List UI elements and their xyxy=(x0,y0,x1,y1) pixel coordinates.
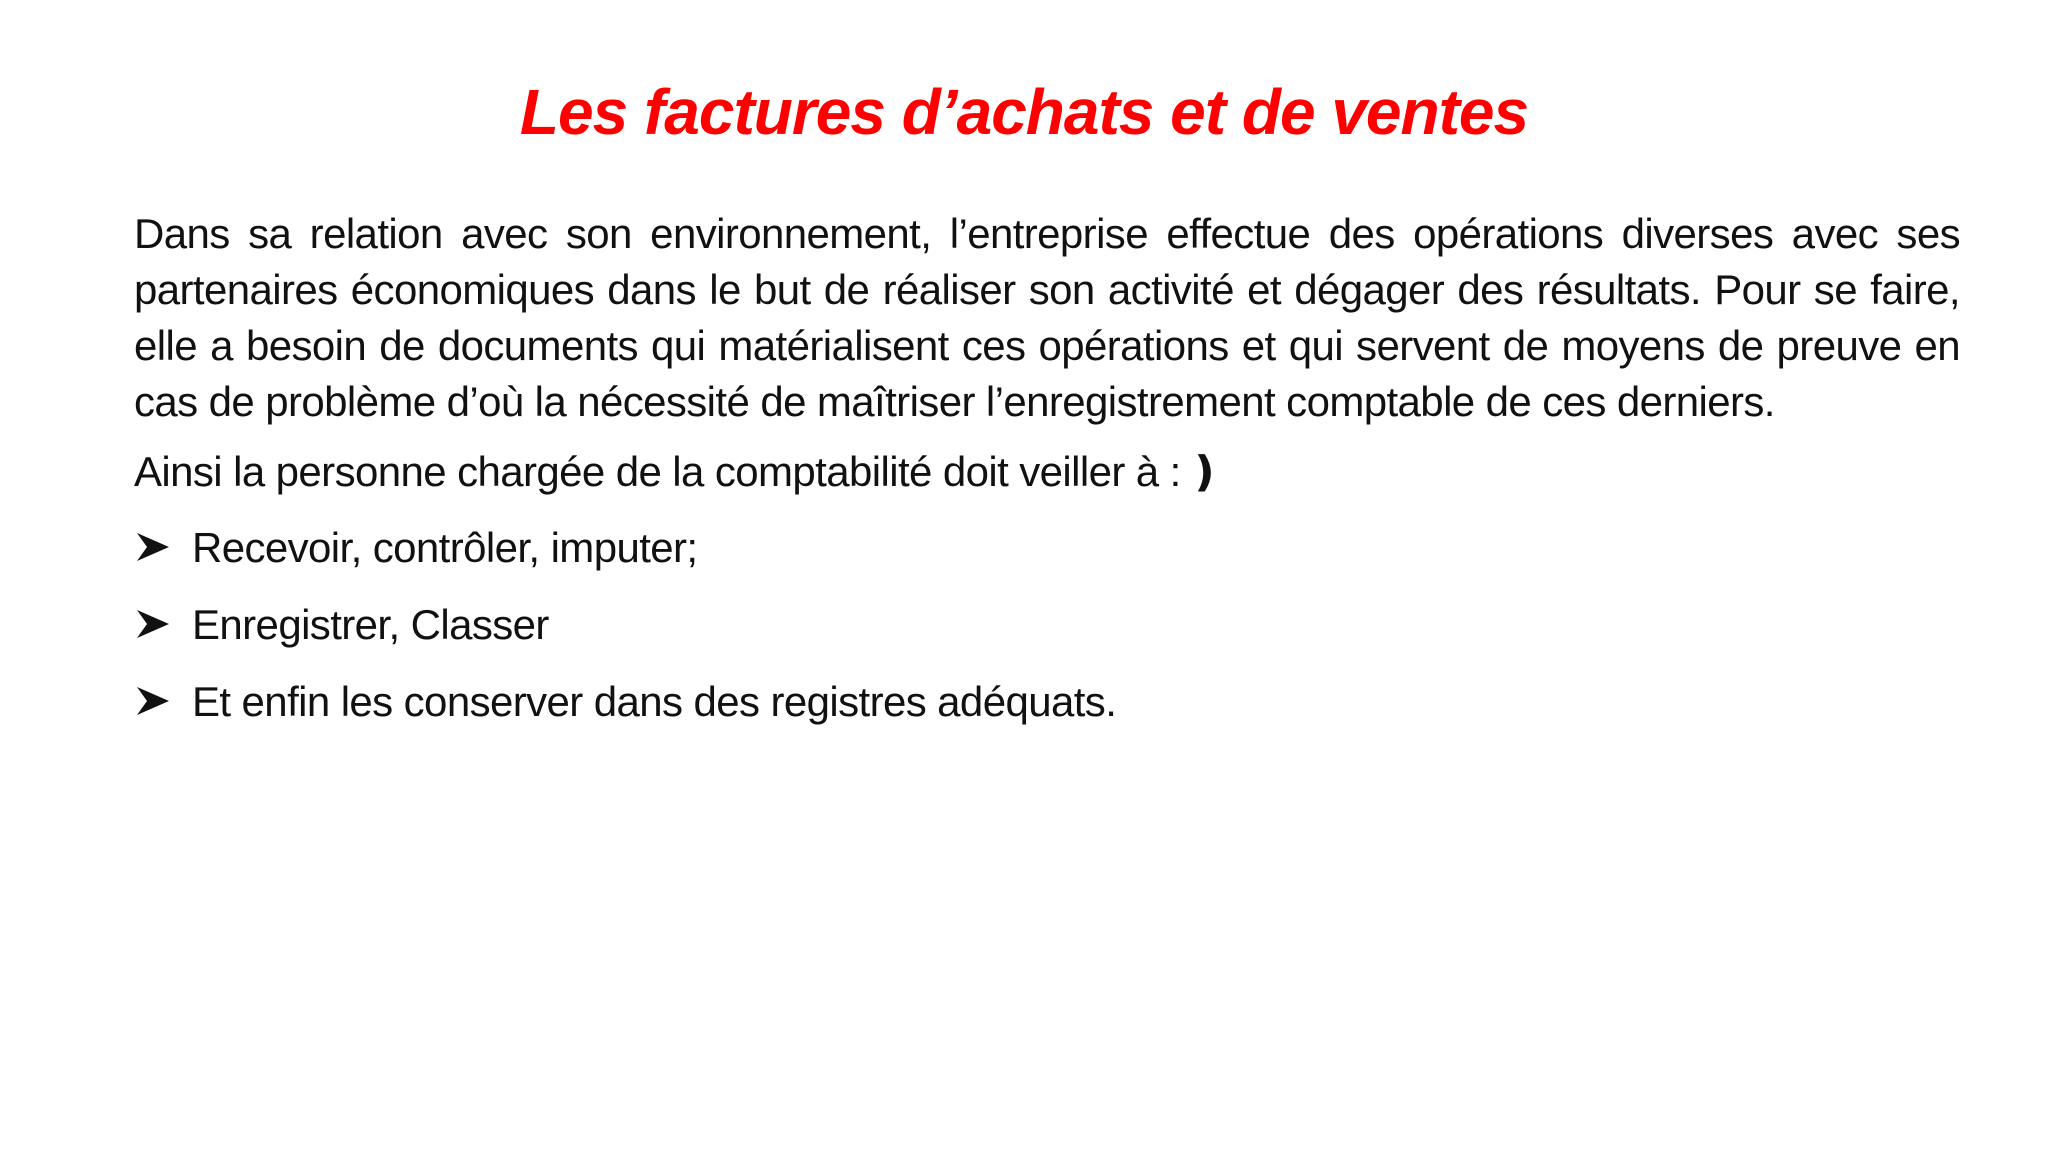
lead-text: Ainsi la personne chargée de la comptabilité doit veiller à : xyxy=(134,448,1181,495)
slide-content xyxy=(134,206,1960,751)
list-item xyxy=(134,597,1960,653)
bullet-list xyxy=(134,520,1960,730)
arrowhead-bullet-icon xyxy=(134,520,192,576)
lead-sentence xyxy=(134,444,1960,500)
bullet-text: Recevoir, contrôler, imputer; xyxy=(192,524,698,571)
bullet-text: Et enfin les conserver dans des registres adéquats. xyxy=(192,678,1117,725)
slide-title: Les factures d’achats et de ventes xyxy=(519,76,1529,148)
list-item xyxy=(134,520,1960,576)
bullet-text: Enregistrer, Classer xyxy=(192,601,549,648)
lead-mark: ❫ xyxy=(1186,448,1222,495)
intro-paragraph: Dans sa relation avec son environnement, l’entreprise effectue des opérations diverses avec ses partenaires économiques dans le but de réaliser son activité et dégager des résultats. Pour se faire, elle a besoin de documents qui matérialisent ces opérations et qui servent de moyens de preuve en cas de problème d’où la nécessité de maîtriser l’enregistrement comptable de ces derniers. xyxy=(134,210,1960,425)
arrowhead-bullet-icon xyxy=(134,674,192,730)
list-item xyxy=(134,674,1960,730)
arrowhead-bullet-icon xyxy=(134,597,192,653)
